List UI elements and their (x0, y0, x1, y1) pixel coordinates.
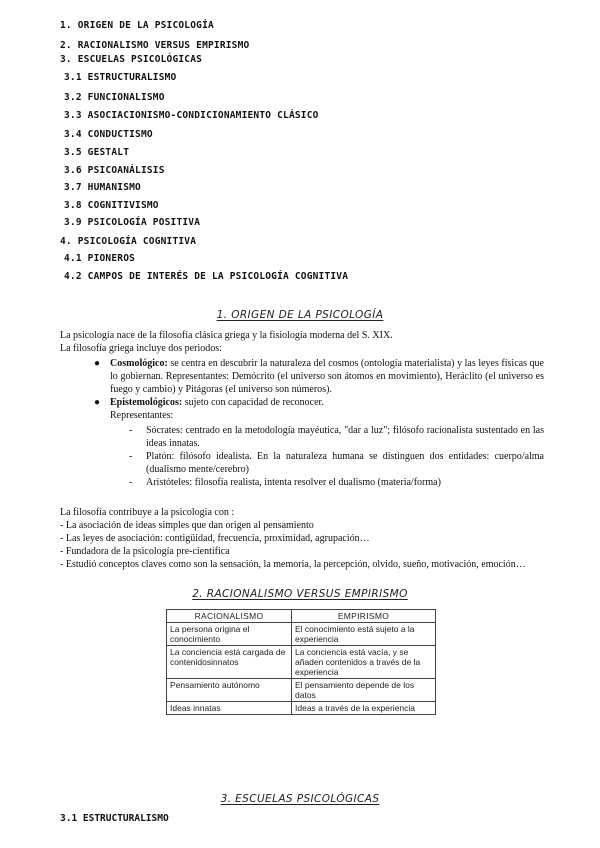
intro-paragraph-1: La psicología nace de la filosofía clásica griega y la fisiología moderna del S. XIX. (60, 330, 393, 341)
section-3-heading: 3. ESCUELAS PSICOLÓGICAS (220, 793, 380, 805)
table-cell: La persona origina el conocimiento (167, 623, 292, 646)
table-row (167, 679, 436, 702)
representantes-list (129, 424, 544, 489)
toc-item-gestalt[interactable]: 3.5 GESTALT (64, 147, 130, 158)
dash-icon: - (129, 425, 133, 436)
list-item-text: Platón: filósofo idealista. En la naturaleza humana se distinguen dos entidades: cuerpo/alma (dualismo mente/cerebro) (146, 451, 544, 475)
toc-item-funcionalismo[interactable]: 3.2 FUNCIONALISMO (64, 92, 165, 103)
table-header-row (167, 610, 436, 623)
toc-item-escuelas[interactable]: 3. ESCUELAS PSICOLÓGICAS (60, 54, 203, 65)
bullet-cosmologico (94, 357, 544, 396)
bullet-epistemologico (94, 396, 544, 409)
table-row (167, 702, 436, 715)
toc-item-psicologia-cognitiva[interactable]: 4. PSICOLOGÍA COGNITIVA (60, 236, 197, 247)
toc-item-racionalismo[interactable]: 2. RACIONALISMO VERSUS EMPIRISMO (60, 40, 250, 51)
table-cell: La conciencia está vacía, y se añaden contenidos a través de la experiencia (292, 646, 436, 679)
toc-item-conductismo[interactable]: 3.4 CONDUCTISMO (64, 129, 153, 140)
comparison-table (166, 609, 436, 715)
list-item-text: Sócrates: centrado en la metodología mayéutica, "dar a luz"; filósofo racionalista sustentado en las ideas innatas. (146, 425, 544, 449)
header-racionalismo: RACIONALISMO (167, 610, 292, 623)
toc-item-estructuralismo[interactable]: 3.1 ESTRUCTURALISMO (64, 72, 177, 83)
toc-item-psicologia-positiva[interactable]: 3.9 PSICOLOGÍA POSITIVA (64, 217, 201, 228)
contributions-intro: La filosofía contribuye a la psicología con : (60, 507, 235, 518)
toc-item-origen[interactable]: 1. ORIGEN DE LA PSICOLOGÍA (60, 20, 214, 31)
table-row (167, 646, 436, 679)
table-cell: Ideas a través de la experiencia (292, 702, 436, 715)
bullet-text: sujeto con capacidad de reconocer. (182, 397, 324, 408)
table-cell: El pensamiento depende de los datos (292, 679, 436, 702)
contribution-item: - Las leyes de asociación: contigüidad, frecuencia, proximidad, agrupación… (60, 533, 370, 544)
bullet-term: Epistemológicos: (110, 397, 183, 408)
contribution-item: - La asociación de ideas simples que dan origen al pensamiento (60, 520, 314, 531)
contributions-block (60, 506, 544, 571)
contribution-item: - Fundadora de la psicología pre-científica (60, 546, 230, 557)
toc-item-pioneros[interactable]: 4.1 PIONEROS (64, 253, 136, 264)
toc-item-asociacionismo[interactable]: 3.3 ASOCIACIONISMO-CONDICIONAMIENTO CLÁSICO (64, 110, 319, 121)
list-item-text: Aristóteles: filosofía realista, intenta resolver el dualismo (materia/forma) (146, 477, 441, 488)
list-item (129, 476, 544, 489)
header-empirismo: EMPIRISMO (292, 610, 436, 623)
list-item (129, 450, 544, 476)
section-1-heading: 1. ORIGEN DE LA PSICOLOGÍA (216, 309, 384, 321)
table-cell: Pensamiento autónomo (167, 679, 292, 702)
bullet-text: se centra en descubrir la naturaleza del cosmos (ontología materialista) y las leyes físicas que lo gobiernan. Representantes: Demócrito (el universo son átomos en movimiento), Heráclito (el universo es fuego y cambio) y Pitágoras (el universo son números). (110, 358, 544, 395)
toc-item-humanismo[interactable]: 3.7 HUMANISMO (64, 182, 141, 193)
period-list (94, 357, 544, 422)
intro-paragraph-2: La filosofía griega incluye dos periodos: (60, 343, 222, 354)
bullet-term: Cosmológico: (110, 358, 168, 369)
bullet-dot-icon: ● (94, 397, 101, 408)
table-row (167, 623, 436, 646)
list-item (129, 424, 544, 450)
toc-item-psicoanalisis[interactable]: 3.6 PSICOANÁLISIS (64, 165, 165, 176)
dash-icon: - (129, 451, 133, 462)
toc-item-cognitivismo[interactable]: 3.8 COGNITIVISMO (64, 200, 159, 211)
table-cell: Ideas innatas (167, 702, 292, 715)
bullet-dot-icon: ● (94, 358, 101, 369)
section-1-body (60, 329, 550, 355)
table-cell: El conocimiento está sujeto a la experiencia (292, 623, 436, 646)
dash-icon: - (129, 477, 133, 488)
table-cell: La conciencia está cargada de contenidosinnatos (167, 646, 292, 679)
subsection-estructuralismo-heading: 3.1 ESTRUCTURALISMO (60, 813, 169, 824)
toc-item-campos-interes[interactable]: 4.2 CAMPOS DE INTERÉS DE LA PSICOLOGÍA COGNITIVA (64, 271, 349, 282)
contribution-item: - Estudió conceptos claves como son la sensación, la memoria, la percepción, olvido, sueño, motivación, emoción… (60, 559, 526, 570)
section-2-heading: 2. RACIONALISMO VERSUS EMPIRISMO (192, 588, 408, 600)
representantes-label: Representantes: (110, 410, 174, 421)
